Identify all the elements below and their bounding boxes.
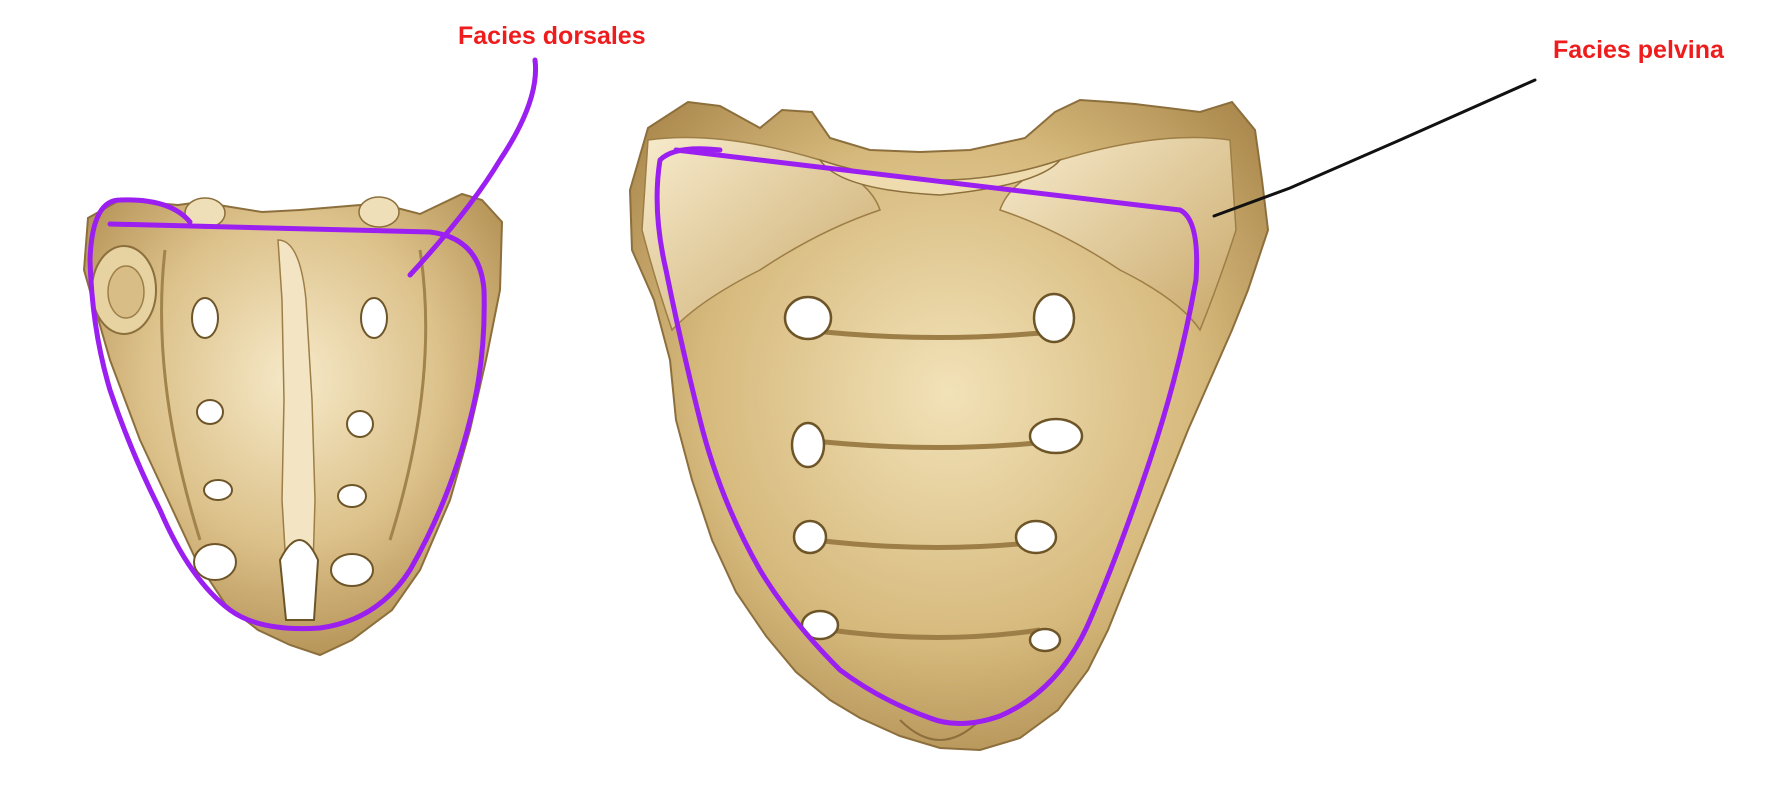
posterior-foramen xyxy=(194,544,236,580)
posterior-foramen xyxy=(204,480,232,500)
anterior-foramen xyxy=(1030,419,1082,453)
posterior-foramen xyxy=(197,400,223,424)
posterior-foramen xyxy=(361,298,387,338)
posterior-foramen xyxy=(192,298,218,338)
anterior-foramen xyxy=(785,297,831,339)
anterior-foramen xyxy=(1030,629,1060,651)
label-facies-pelvina: Facies pelvina xyxy=(1553,36,1724,64)
superior-process-right xyxy=(359,197,399,227)
sacrum-pelvic-image xyxy=(630,100,1268,750)
posterior-foramen xyxy=(338,485,366,507)
auricular-facet-inner xyxy=(108,266,144,318)
sacrum-dorsal-image xyxy=(84,194,502,655)
posterior-foramen xyxy=(331,554,373,586)
anterior-foramen xyxy=(1034,294,1074,342)
sacral-hiatus xyxy=(280,540,318,620)
anterior-foramen xyxy=(1016,521,1056,553)
posterior-foramen xyxy=(347,411,373,437)
anterior-foramen xyxy=(794,521,826,553)
label-facies-dorsales: Facies dorsales xyxy=(458,22,646,50)
anterior-foramen xyxy=(792,423,824,467)
